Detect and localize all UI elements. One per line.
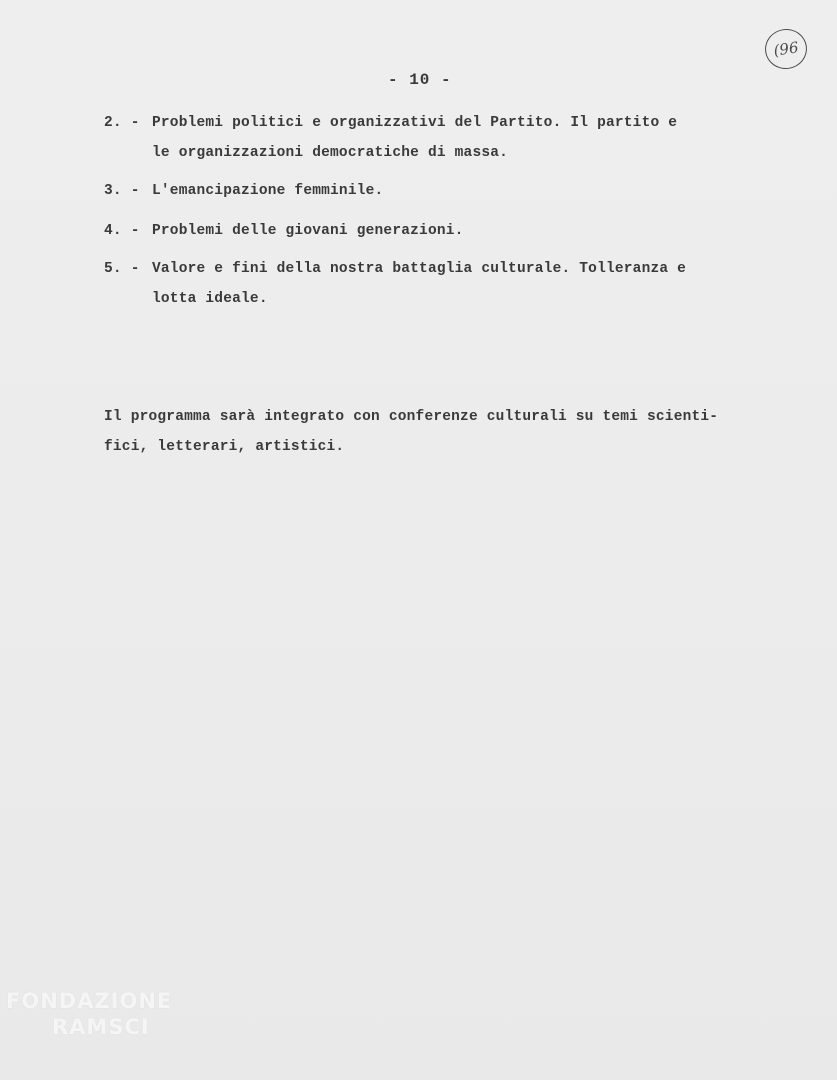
page-number: - 10 -: [388, 71, 452, 89]
paragraph-line: fici, letterari, artistici.: [104, 439, 345, 455]
list-item: [104, 254, 686, 314]
item-number: 5. -: [104, 261, 140, 277]
foundation-watermark: [6, 988, 172, 1040]
list-item: [104, 108, 677, 168]
item-number: 4. -: [104, 223, 140, 239]
list-item: [104, 216, 464, 246]
watermark-line: RAMSCI: [52, 1015, 150, 1039]
item-text-continued: le organizzazioni democratiche di massa.: [152, 145, 509, 161]
item-text: L'emancipazione femminile.: [152, 183, 384, 199]
watermark-line: FONDAZIONE: [6, 989, 173, 1013]
list-item: [104, 176, 383, 206]
item-number: 2. -: [104, 115, 140, 131]
item-text: Valore e fini della nostra battaglia culturale. Tolleranza e: [152, 261, 687, 277]
item-text: Problemi politici e organizzativi del Partito. Il partito e: [152, 115, 678, 131]
archive-stamp: (96: [762, 26, 809, 71]
item-number: 3. -: [104, 183, 140, 199]
paragraph-line: Il programma sarà integrato con conferenze culturali su temi scienti-: [104, 409, 719, 425]
item-text-continued: lotta ideale.: [152, 291, 268, 307]
item-text: Problemi delle giovani generazioni.: [152, 223, 464, 239]
closing-paragraph: [104, 402, 718, 462]
